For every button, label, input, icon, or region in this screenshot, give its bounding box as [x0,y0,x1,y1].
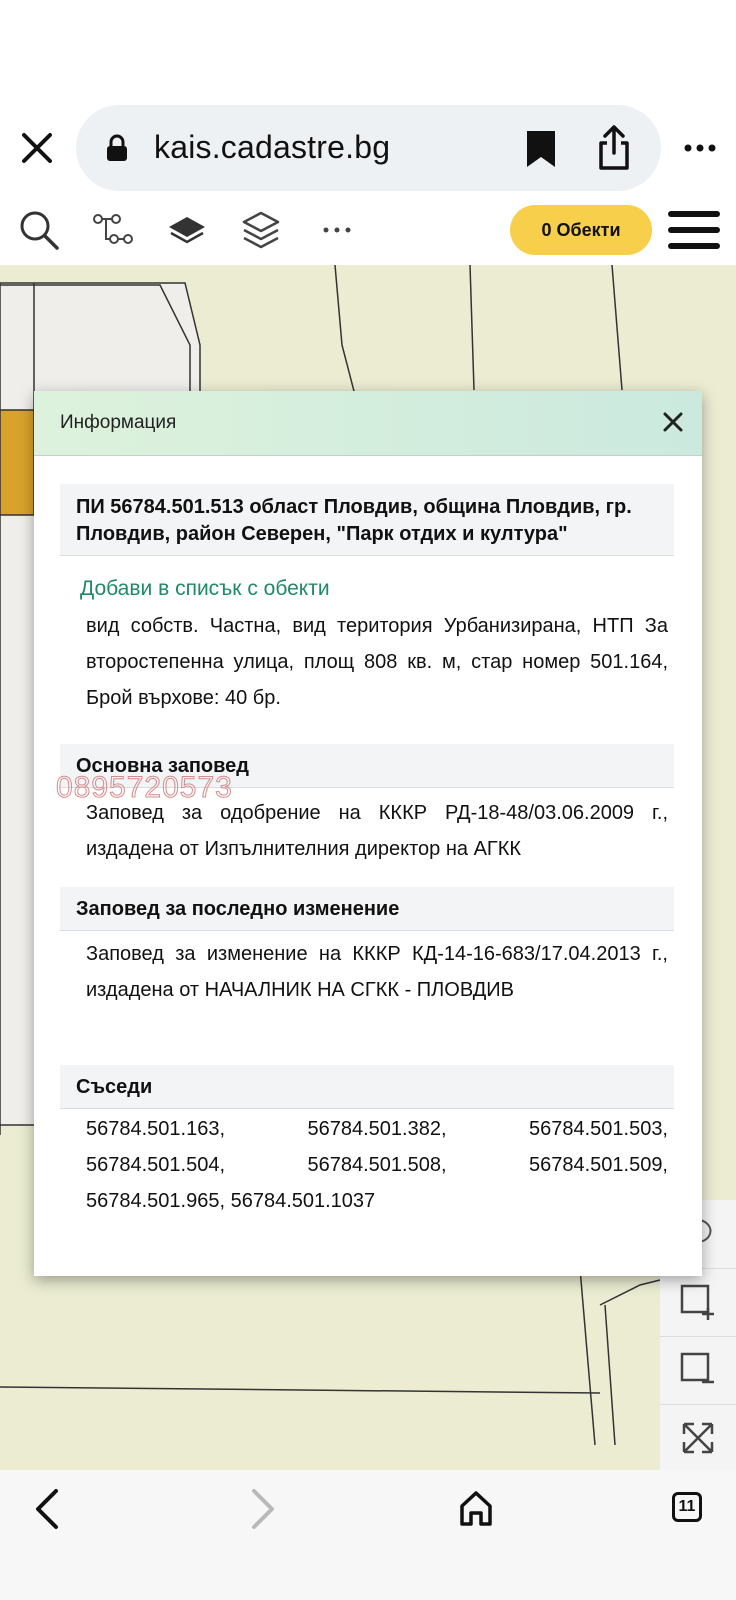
url-text[interactable]: kais.cadastre.bg [154,129,391,165]
select-add-icon [678,1282,718,1322]
popup-title: Информация [60,412,177,433]
neighbor-id: 56784.501.509, [528,1154,668,1176]
main-order-header: Основна заповед [60,744,674,788]
browser-url-row [0,105,736,191]
add-to-list-link[interactable]: Добави в списък с обекти [80,577,330,600]
browser-bottom-bar [0,1470,736,1600]
last-change-header: Заповед за последно изменение [60,887,674,931]
route-icon[interactable] [92,209,134,251]
home-icon[interactable] [458,1488,494,1528]
lock-icon [106,134,128,162]
neighbors-list [86,1111,668,1219]
neighbor-id: 56784.501.163, [86,1118,226,1140]
neighbors-row [86,1111,668,1147]
neighbors-row [86,1147,668,1183]
main-order-text: Заповед за одобрение на КККР РД-18-48/03.06.2009 г., издадена от Изпълнителния директор на АГКК [86,802,668,860]
map-tool-select-add[interactable] [660,1268,736,1337]
share-icon[interactable] [596,125,632,171]
layers-stack-icon[interactable] [240,209,282,251]
parcel-title: ПИ 56784.501.513 област Пловдив, община Пловдив, гр. Пловдив, район Северен, "Парк отдих и култура" [60,484,674,556]
tabs-count-button[interactable]: 11 [672,1492,702,1522]
more-menu-icon[interactable] [684,141,716,155]
neighbors-header: Съседи [60,1065,674,1109]
app-toolbar [0,195,736,265]
map-tool-select-remove[interactable] [660,1336,736,1405]
more-icon[interactable] [316,209,358,251]
search-icon[interactable] [18,209,60,251]
forward-icon[interactable] [248,1488,278,1530]
popup-header [34,391,702,456]
neighbor-id: 56784.501.508, [307,1154,447,1176]
neighbor-id: 56784.501.504, [86,1154,226,1176]
layer-icon[interactable] [166,209,208,251]
info-popup [34,391,702,1276]
select-remove-icon [678,1350,718,1390]
neighbor-id: 56784.501.965, 56784.501.1037 [86,1190,376,1212]
hamburger-menu-icon[interactable] [668,209,720,251]
neighbors-row [86,1183,668,1219]
last-change-text: Заповед за изменение на КККР КД-14-16-683/17.04.2013 г., издадена от НАЧАЛНИК НА СГКК - ПЛОВДИВ [86,943,668,1001]
map-tool-expand[interactable] [660,1404,736,1470]
back-icon[interactable] [32,1488,62,1530]
phone-watermark: 0895720573 [56,771,233,804]
close-icon[interactable] [18,129,56,167]
neighbor-id: 56784.501.503, [528,1118,668,1140]
parcel-description: вид собств. Частна, вид територия Урбанизирана, НТП За второстепенна улица, площ 808 кв. м, стар номер 501.164, Брой върхове: 40 бр. [86,615,668,709]
expand-icon [678,1418,718,1458]
neighbor-id: 56784.501.382, [307,1118,447,1140]
close-icon[interactable] [662,411,684,433]
objects-button[interactable]: 0 Обекти [510,205,652,255]
bookmark-icon[interactable] [525,129,557,169]
